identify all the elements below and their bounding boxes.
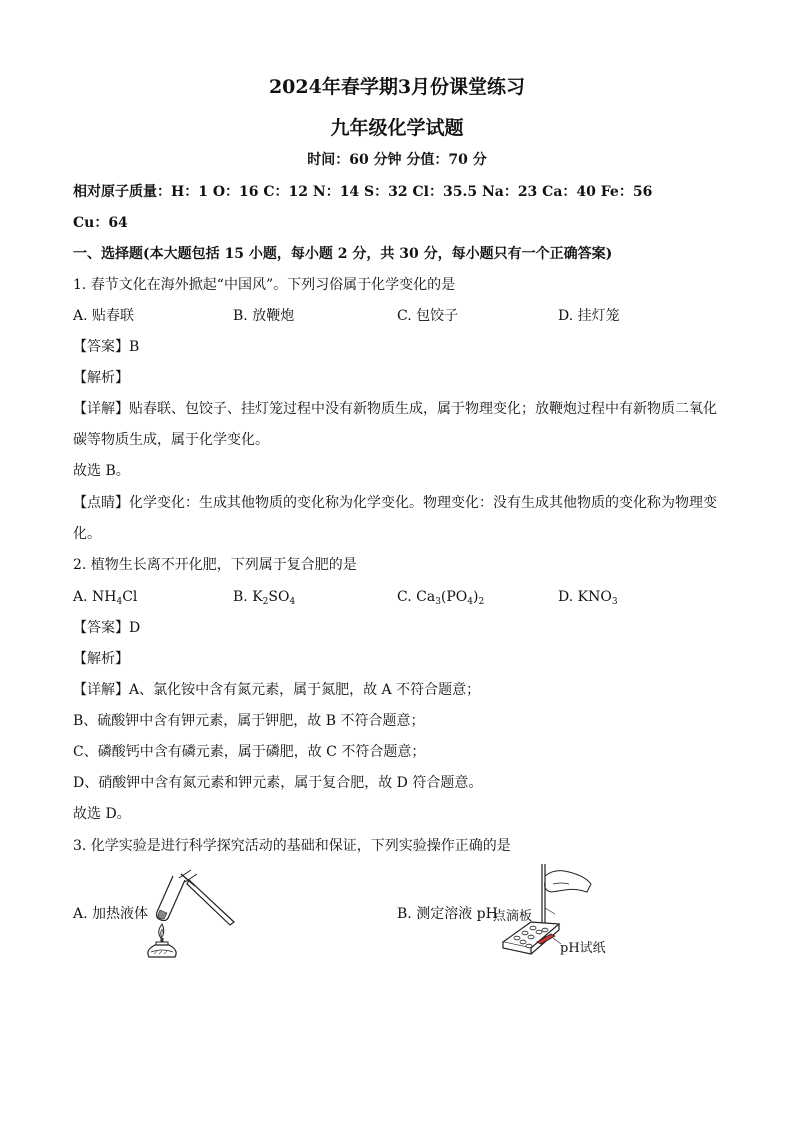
q3-option-a: A. 加热液体 — [73, 906, 149, 922]
q2-option-a: A. $NH_4Cl$ — [73, 589, 138, 607]
spot-plate-label: 点滴板 — [493, 909, 533, 924]
q3-option-b: B. 测定溶液 pH — [397, 906, 498, 922]
q2-option-b: B. $K_2SO_4$ — [233, 589, 296, 607]
q1-detail-line-2: 碳等物质生成，属于化学变化。 — [73, 432, 269, 448]
q1-answer: 【答案】B — [73, 339, 140, 355]
q1-option-a: A. 贴春联 — [73, 308, 135, 324]
q1-option-b: B. 放鞭炮 — [233, 308, 295, 324]
q2-choose: 故选 D。 — [73, 806, 131, 822]
exam-title: 2024年春学期3月份课堂练习 — [268, 76, 526, 98]
q1-stem: 1. 春节文化在海外掀起“中国风”。下列习俗属于化学变化的是 — [73, 277, 456, 293]
q1-option-d: D. 挂灯笼 — [558, 308, 620, 324]
atomic-mass-line-2: Cu：64 — [73, 215, 128, 231]
q3-stem: 3. 化学实验是进行科学探究活动的基础和保证，下列实验操作正确的是 — [73, 838, 511, 854]
q2-detail-c: C、磷酸钙中含有磷元素，属于磷肥，故 C 不符合题意； — [73, 744, 426, 760]
q2-stem: 2. 植物生长离不开化肥，下列属于复合肥的是 — [73, 557, 357, 573]
q2-detail-b: B、硫酸钾中含有钾元素，属于钾肥，故 B 不符合题意； — [73, 713, 425, 729]
q2-detail-a: 【详解】A、氯化铵中含有氮元素，属于氮肥，故 A 不符合题意； — [73, 682, 481, 698]
ph-paper-label: pH试纸 — [560, 941, 606, 956]
q1-comment-line-1: 【点睛】化学变化：生成其他物质的变化称为化学变化。物理变化：没有生成其他物质的变化称为物理变 — [73, 495, 717, 511]
q2-analysis: 【解析】 — [73, 651, 129, 667]
exam-time-info: 时间：60 分钟 分值：70 分 — [307, 152, 487, 168]
q1-option-c: C. 包饺子 — [397, 308, 459, 324]
q1-analysis: 【解析】 — [73, 370, 129, 386]
section-heading: 一、选择题(本大题包括 15 小题，每小题 2 分，共 30 分，每小题只有一个正确答案) — [73, 246, 613, 262]
q1-comment-line-2: 化。 — [73, 526, 101, 542]
q2-detail-d: D、硝酸钾中含有氮元素和钾元素，属于复合肥，故 D 符合题意。 — [73, 775, 483, 791]
q2-option-d: D. $KNO_3$ — [558, 589, 618, 607]
atomic-mass-line-1: 相对原子质量：H：1 O：16 C：12 N：14 S：32 Cl：35.5 Na：23 Ca：40 Fe：56 — [73, 184, 653, 200]
q1-detail-line-1: 【详解】贴春联、包饺子、挂灯笼过程中没有新物质生成，属于物理变化；放鞭炮过程中有新物质二氧化 — [73, 401, 717, 417]
exam-subtitle: 九年级化学试题 — [330, 117, 464, 139]
heating-liquid-illustration — [145, 866, 240, 960]
q2-answer: 【答案】D — [73, 620, 141, 636]
q2-option-c: C. $Ca_3(PO_4)_2$ — [397, 589, 485, 607]
q1-choose: 故选 B。 — [73, 463, 130, 479]
